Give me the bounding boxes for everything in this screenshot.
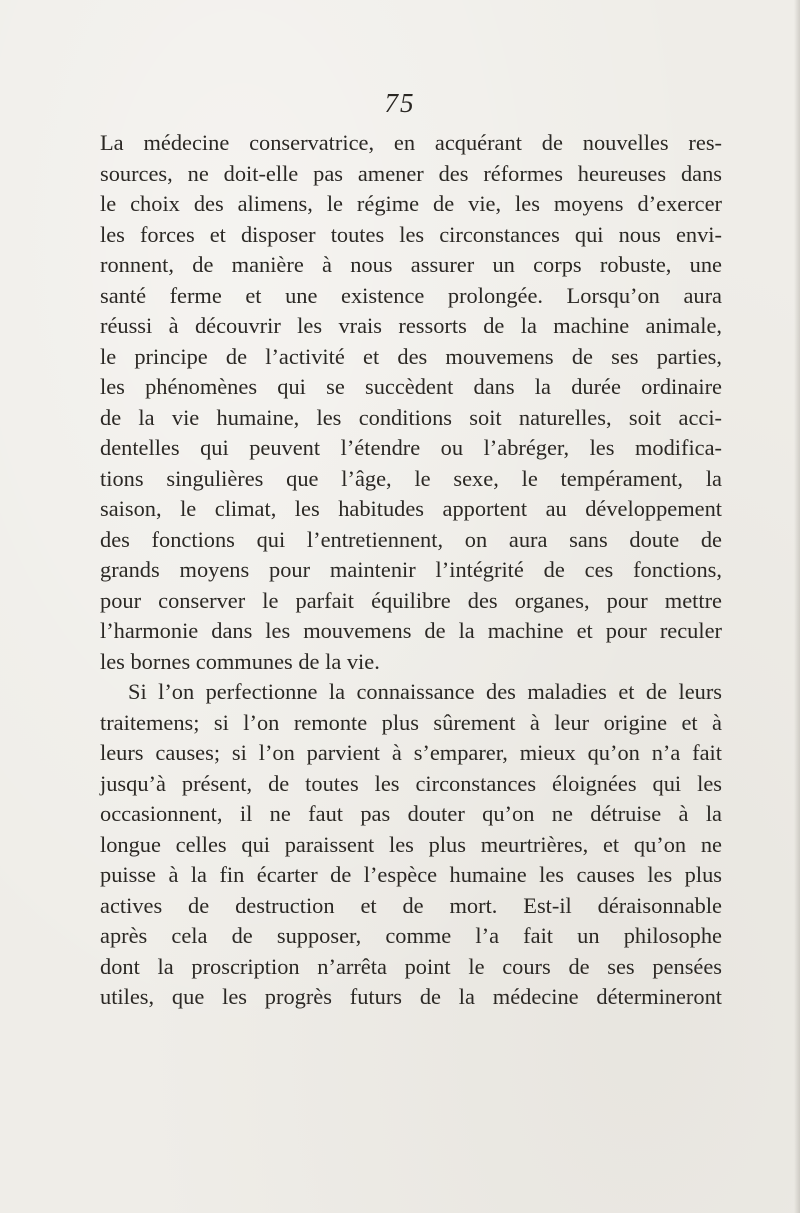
text-line: saison, le climat, les habitudes apportent au développement — [100, 496, 722, 521]
body-text — [100, 128, 722, 1013]
text-line: tions singulières que l’âge, le sexe, le tempérament, la — [100, 465, 722, 491]
page-number: 75 — [384, 88, 416, 118]
text-line: jusqu’à présent, de toutes les circonstances éloignées qui les — [100, 770, 722, 796]
text-line: La médecine conservatrice, en acquérant de nouvelles res- — [100, 130, 722, 155]
paragraph-end-line: les bornes communes de la vie. — [100, 648, 380, 674]
text-line: leurs causes; si l’on parvient à s’emparer, mieux qu’on n’a fait — [100, 740, 722, 765]
text-line: après cela de supposer, comme l’a fait un philosophe — [100, 923, 722, 948]
text-line: les forces et disposer toutes les circonstances qui nous envi- — [100, 221, 722, 247]
text-line: des fonctions qui l’entretiennent, on aura sans doute de — [100, 526, 722, 552]
text-line: puisse à la fin écarter de l’espèce humaine les causes les plus — [100, 862, 722, 887]
text-line: longue celles qui paraissent les plus meurtrières, et qu’on ne — [100, 831, 722, 857]
text-line: pour conserver le parfait équilibre des organes, pour mettre — [100, 587, 722, 613]
text-line: actives de destruction et de mort. Est-il déraisonnable — [100, 892, 722, 918]
text-line: utiles, que les progrès futurs de la médecine détermineront — [100, 984, 722, 1009]
text-line: les phénomènes qui se succèdent dans la durée ordinaire — [100, 374, 722, 399]
text-line: le choix des alimens, le régime de vie, les moyens d’exercer — [100, 191, 722, 216]
text-line: traitemens; si l’on remonte plus sûrement à leur origine et à — [100, 709, 722, 735]
text-line: de la vie humaine, les conditions soit naturelles, soit acci- — [100, 404, 722, 430]
text-line: grands moyens pour maintenir l’intégrité de ces fonctions, — [100, 557, 722, 582]
text-line: le principe de l’activité et des mouvemens de ses parties, — [100, 343, 722, 369]
text-line: l’harmonie dans les mouvemens de la machine et pour reculer — [100, 618, 722, 643]
text-line: ronnent, de manière à nous assurer un corps robuste, une — [100, 252, 722, 277]
paragraph-start-line: Si l’on perfectionne la connaissance des maladies et de leurs — [128, 679, 722, 704]
text-line: santé ferme et une existence prolongée. Lorsqu’on aura — [100, 282, 722, 308]
text-line: réussi à découvrir les vrais ressorts de la machine animale, — [100, 313, 722, 338]
page-edge-shadow — [794, 0, 800, 1213]
text-line: occasionnent, il ne faut pas douter qu’on ne détruise à la — [100, 801, 722, 826]
text-line: dentelles qui peuvent l’étendre ou l’abréger, les modifica- — [100, 435, 722, 460]
text-line: sources, ne doit-elle pas amener des réformes heureuses dans — [100, 160, 722, 186]
text-line: dont la proscription n’arrêta point le cours de ses pensées — [100, 953, 722, 979]
